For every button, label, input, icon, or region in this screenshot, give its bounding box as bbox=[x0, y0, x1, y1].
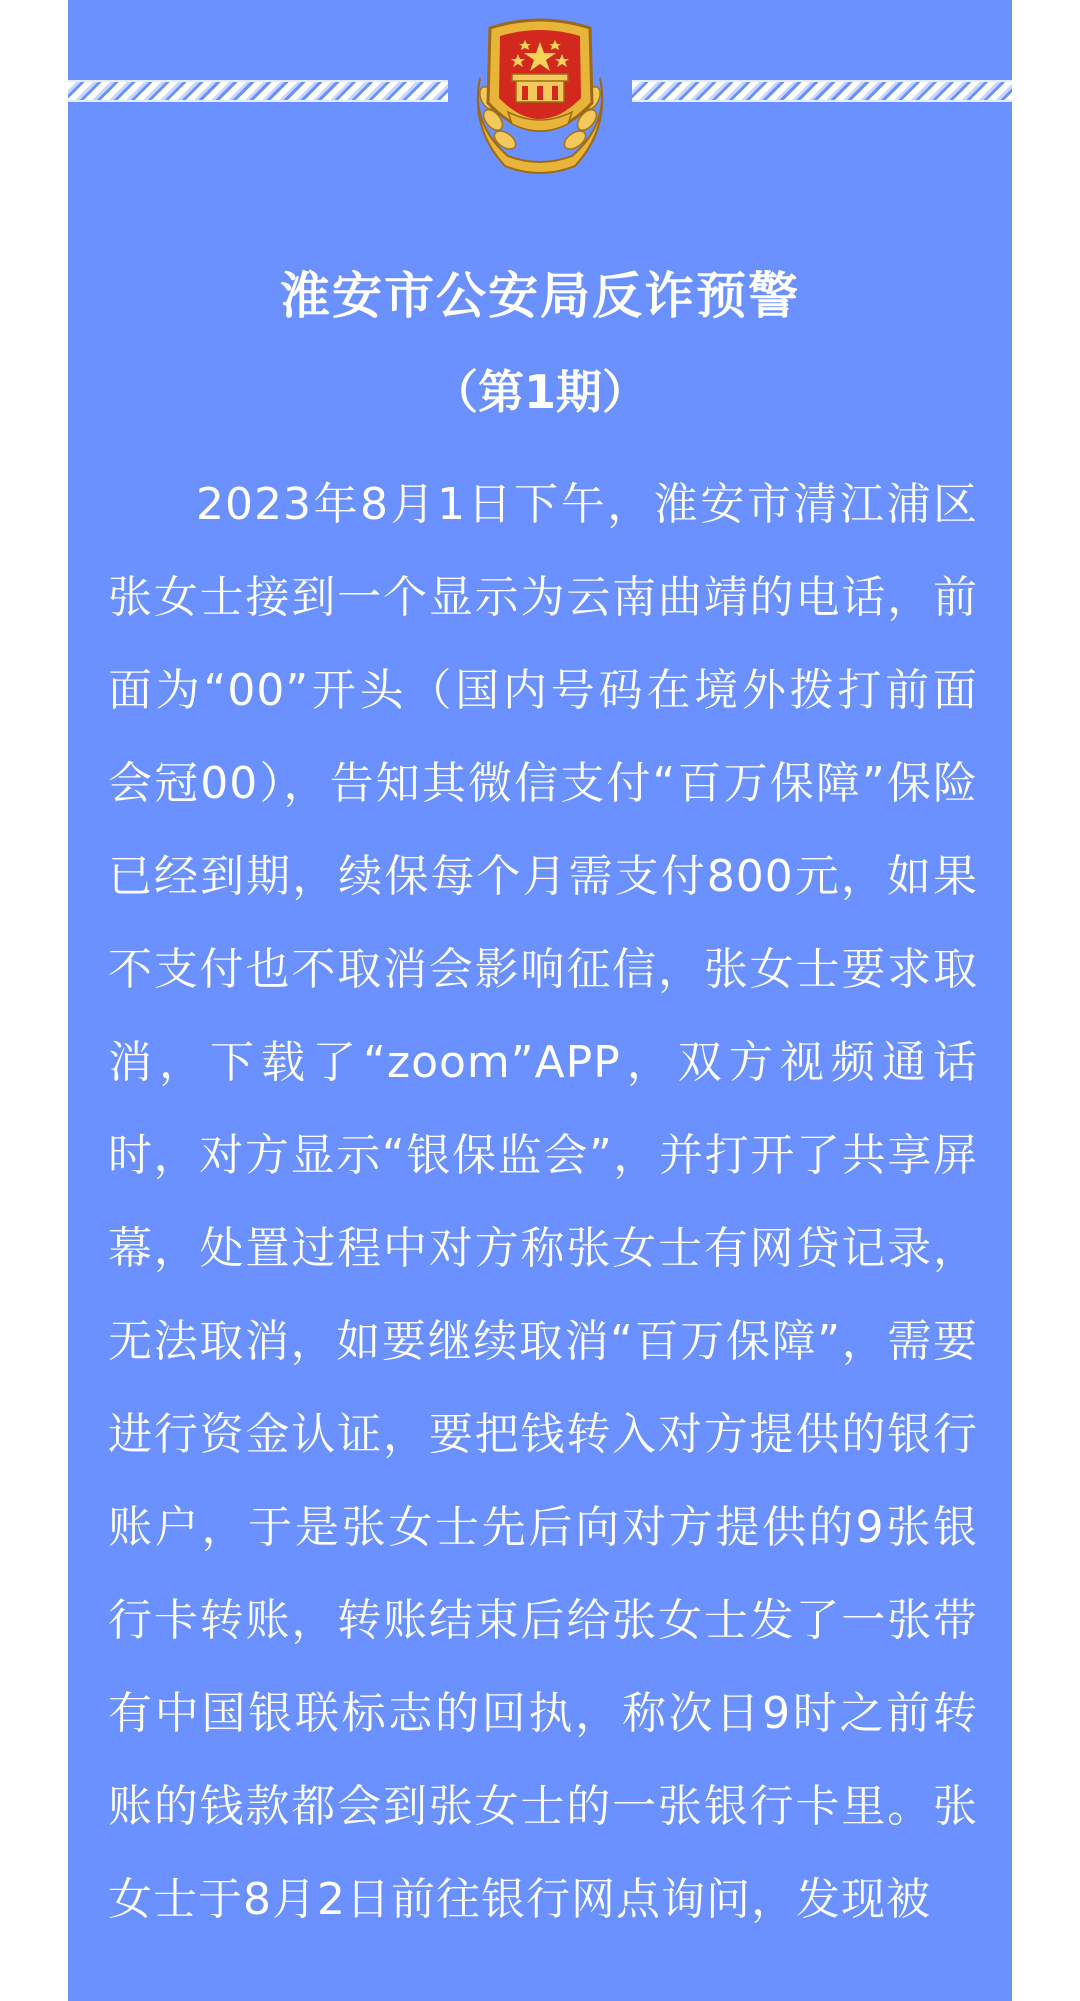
right-gutter bbox=[1011, 0, 1080, 2001]
decorative-rope-left bbox=[68, 80, 448, 102]
announcement-panel bbox=[68, 0, 1012, 2001]
issue-number: （第1期） bbox=[431, 365, 648, 419]
police-emblem-icon bbox=[460, 8, 620, 183]
decorative-rope-right bbox=[632, 80, 1012, 102]
article-body: 2023年8月1日下午，淮安市清江浦区张女士接到一个显示为云南曲靖的电话，前面为“00”开头（国内号码在境外拨打前面会冠00），告知其微信支付“百万保障”保险已经到期，续保每个月需支付800元，如果不支付也不取消会影响征信，张女士要求取消，下载了“zoom”APP，双方视频通话时，对方显示“银保监会”，并打开了共享屏幕，处置过程中对方称张女士有网贷记录，无法取消，如要继续取消“百万保障”，需要进行资金认证，要把钱转入对方提供的银行账户，于是张女士先后向对方提供的9张银行卡转账，转账结束后给张女士发了一张带有中国银联标志的回执，称次日9时之前转账的钱款都会到张女士的一张银行卡里。张女士于8月2日前往银行网点询问，发现被 bbox=[108, 479, 978, 1925]
page-title: 淮安市公安局反诈预警 bbox=[280, 267, 800, 325]
left-gutter bbox=[0, 0, 69, 2001]
